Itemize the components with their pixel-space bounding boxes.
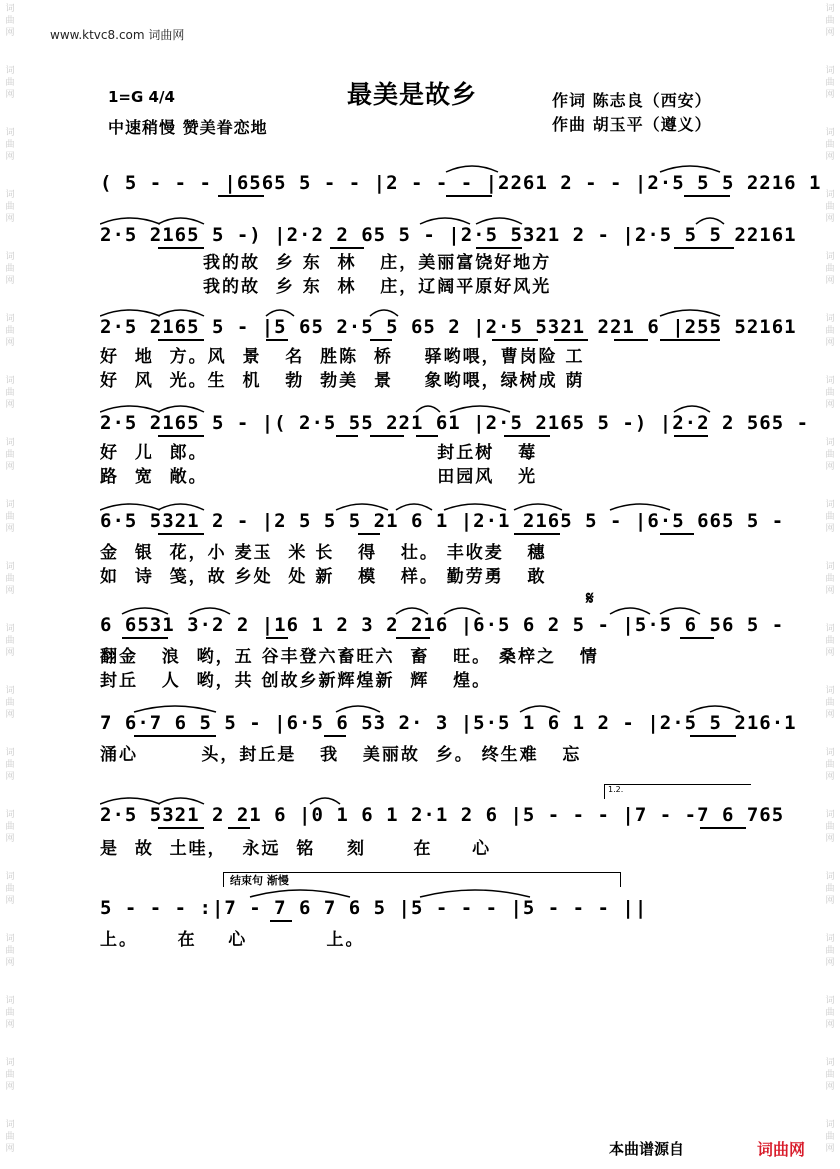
watermark-glyph: 曲	[825, 574, 835, 584]
source-note: 本曲谱源自	[609, 1140, 685, 1158]
watermark-glyph: 网	[825, 1082, 835, 1092]
left-watermark	[2, 0, 18, 1169]
slur-marks	[100, 302, 750, 322]
lyric-verse-1: 好 地 方。风 景 名 胜陈 桥 驿哟喂，曹岗险 工	[100, 347, 585, 367]
watermark-glyph: 网	[825, 648, 835, 658]
watermark-glyph: 曲	[825, 512, 835, 522]
watermark-glyph: 网	[825, 28, 835, 38]
slur-marks	[100, 600, 750, 620]
watermark-glyph: 网	[825, 586, 835, 596]
watermark-glyph: 网	[825, 710, 835, 720]
watermark-glyph: 词	[825, 934, 835, 944]
lyric-verse-1: 翻金 浪 哟，五 谷丰登六畜旺六 畜 旺。 桑梓之 情	[100, 647, 599, 667]
notation-line: ( 5 - - - |6565 5 - - |2 - - - |2261 2 - - |2·5 5 5 2216 1	[100, 172, 822, 194]
watermark-glyph: 曲	[5, 388, 15, 398]
watermark-glyph: 曲	[5, 1070, 15, 1080]
watermark-glyph: 词	[825, 872, 835, 882]
watermark-glyph: 曲	[5, 326, 15, 336]
watermark-glyph: 曲	[5, 1132, 15, 1142]
watermark-glyph: 网	[825, 214, 835, 224]
watermark-glyph: 曲	[5, 698, 15, 708]
watermark-glyph: 曲	[5, 202, 15, 212]
lyric-verse-1: 金 银 花，小 麦玉 米 长 得 壮。 丰收麦 穗	[100, 543, 547, 563]
watermark-glyph: 曲	[5, 512, 15, 522]
watermark-glyph: 网	[5, 524, 15, 534]
watermark-glyph: 曲	[825, 946, 835, 956]
site-logo[interactable]: 词曲网	[757, 1140, 806, 1159]
watermark-glyph: 词	[5, 66, 15, 76]
watermark-glyph: 词	[5, 500, 15, 510]
watermark-glyph: 网	[5, 276, 15, 286]
notation-line: 2·5 5321 2 21 6 |0 1 6 1 2·1 2 6 |5 - - - |7 - -7 6 765	[100, 804, 785, 826]
watermark-glyph: 曲	[825, 698, 835, 708]
watermark-glyph: 网	[825, 896, 835, 906]
watermark-glyph: 曲	[5, 450, 15, 460]
watermark-glyph: 网	[5, 338, 15, 348]
watermark-glyph: 网	[5, 958, 15, 968]
watermark-glyph: 曲	[825, 326, 835, 336]
notation-line: 6 6531 3·2 2 |16 1 2 3 2 216 |6·5 6 2 5 - |5·5 6 56 5 -	[100, 614, 785, 636]
notation-line: 2·5 2165 5 - |( 2·5 55 221 61 |2·5 2165 5 -) |2·2 2 565 -	[100, 412, 810, 434]
lyric-verse-2: 路 宽 敞。 田园风 光	[100, 467, 538, 487]
watermark-glyph: 网	[825, 772, 835, 782]
watermark-glyph: 网	[5, 152, 15, 162]
watermark-glyph: 词	[825, 810, 835, 820]
watermark-glyph: 词	[825, 376, 835, 386]
slur-marks	[100, 158, 750, 178]
lyric-verse-2: 我的故 乡 东 林 庄，辽阔平原好风光	[100, 277, 552, 297]
watermark-glyph: 词	[825, 748, 835, 758]
watermark-glyph: 词	[825, 190, 835, 200]
watermark-glyph: 网	[5, 400, 15, 410]
lyric-verse-1: 是 故 土哇， 永远 铭 刻 在 心	[100, 839, 492, 859]
watermark-glyph: 曲	[825, 450, 835, 460]
watermark-glyph: 曲	[825, 16, 835, 26]
watermark-glyph: 词	[825, 996, 835, 1006]
notation-line: 6·5 5321 2 - |2 5 5 5 21 6 1 |2·1 2165 5 - |6·5 665 5 -	[100, 510, 785, 532]
lyric-verse-1: 上。 在 心 上。	[100, 930, 365, 950]
watermark-glyph: 词	[5, 4, 15, 14]
watermark-glyph: 词	[5, 562, 15, 572]
watermark-glyph: 网	[825, 276, 835, 286]
watermark-glyph: 网	[825, 1144, 835, 1154]
watermark-glyph: 曲	[825, 760, 835, 770]
watermark-glyph: 曲	[825, 202, 835, 212]
watermark-glyph: 网	[825, 524, 835, 534]
watermark-glyph: 曲	[825, 636, 835, 646]
watermark-glyph: 词	[5, 438, 15, 448]
lyricist-credit: 作词 陈志良（西安）	[552, 91, 712, 110]
watermark-glyph: 曲	[825, 140, 835, 150]
song-title: 最美是故乡	[347, 80, 478, 109]
watermark-glyph: 曲	[5, 636, 15, 646]
watermark-glyph: 词	[5, 996, 15, 1006]
watermark-glyph: 网	[825, 400, 835, 410]
watermark-glyph: 曲	[5, 946, 15, 956]
watermark-glyph: 网	[825, 152, 835, 162]
watermark-glyph: 词	[5, 748, 15, 758]
lyric-verse-1: 涌心 头，封丘是 我 美丽故 乡。 终生难 忘	[100, 745, 582, 765]
watermark-glyph: 网	[5, 834, 15, 844]
watermark-glyph: 曲	[5, 884, 15, 894]
watermark-glyph: 网	[5, 28, 15, 38]
watermark-glyph: 网	[825, 958, 835, 968]
watermark-glyph: 词	[5, 686, 15, 696]
watermark-glyph: 网	[825, 338, 835, 348]
composer-credit: 作曲 胡玉平（遵义）	[552, 115, 712, 134]
slur-marks	[100, 398, 750, 418]
watermark-glyph: 曲	[825, 1132, 835, 1142]
site-url[interactable]: www.ktvc8.com 词曲网	[50, 28, 185, 42]
watermark-glyph: 网	[5, 772, 15, 782]
watermark-glyph: 词	[825, 1120, 835, 1130]
ending-label: 结束句 渐慢	[230, 874, 289, 887]
watermark-glyph: 词	[5, 872, 15, 882]
watermark-glyph: 网	[5, 1144, 15, 1154]
volta-label: 1.2.	[608, 785, 624, 794]
notation-line: 7 6·7 6 5 5 - |6·5 6 53 2· 3 |5·5 1 6 1 2 - |2·5 5 216·1	[100, 712, 797, 734]
lyric-verse-2: 封丘 人 哟，共 创故乡新辉煌新 辉 煌。	[100, 671, 492, 691]
watermark-glyph: 网	[825, 1020, 835, 1030]
watermark-glyph: 词	[5, 1058, 15, 1068]
watermark-glyph: 词	[5, 252, 15, 262]
watermark-glyph: 词	[825, 66, 835, 76]
watermark-glyph: 词	[825, 4, 835, 14]
watermark-glyph: 曲	[825, 78, 835, 88]
watermark-glyph: 网	[5, 1082, 15, 1092]
watermark-glyph: 词	[5, 190, 15, 200]
watermark-glyph: 词	[825, 686, 835, 696]
watermark-glyph: 曲	[5, 1008, 15, 1018]
watermark-glyph: 词	[5, 624, 15, 634]
lyric-verse-1: 我的故 乡 东 林 庄，美丽富饶好地方	[100, 253, 552, 273]
watermark-glyph: 词	[825, 624, 835, 634]
watermark-glyph: 词	[825, 1058, 835, 1068]
watermark-glyph: 网	[5, 586, 15, 596]
segno-sign: 𝄋	[586, 588, 594, 609]
watermark-glyph: 词	[5, 810, 15, 820]
watermark-glyph: 曲	[825, 822, 835, 832]
notation-line: 2·5 2165 5 -) |2·2 2 65 5 - |2·5 5321 2 - |2·5 5 5 22161	[100, 224, 797, 246]
watermark-glyph: 词	[825, 562, 835, 572]
watermark-glyph: 网	[5, 896, 15, 906]
watermark-glyph: 词	[825, 252, 835, 262]
watermark-glyph: 曲	[5, 822, 15, 832]
watermark-glyph: 词	[5, 376, 15, 386]
watermark-glyph: 词	[5, 128, 15, 138]
notation-line: 2·5 2165 5 - |5 65 2·5 5 65 2 |2·5 5321 221 6 |255 52161	[100, 316, 797, 338]
lyric-verse-2: 如 诗 笺，故 乡处 处 新 模 样。 勤劳勇 敢	[100, 567, 547, 587]
watermark-glyph: 曲	[825, 264, 835, 274]
watermark-glyph: 词	[825, 438, 835, 448]
watermark-glyph: 曲	[5, 264, 15, 274]
watermark-glyph: 曲	[5, 760, 15, 770]
watermark-glyph: 曲	[5, 574, 15, 584]
notation-line: 5 - - - :|7 - 7 6 7 6 5 |5 - - - |5 - - - ||	[100, 897, 648, 919]
lyric-verse-2: 好 风 光。生 机 勃 勃美 景 象哟喂，绿树成 荫	[100, 371, 585, 391]
watermark-glyph: 曲	[825, 1008, 835, 1018]
slur-marks	[100, 698, 750, 718]
slur-marks	[100, 210, 750, 230]
right-watermark	[822, 0, 838, 1169]
watermark-glyph: 词	[5, 1120, 15, 1130]
watermark-glyph: 网	[5, 462, 15, 472]
slur-marks	[100, 790, 750, 810]
watermark-glyph: 词	[5, 314, 15, 324]
watermark-glyph: 曲	[5, 140, 15, 150]
watermark-glyph: 曲	[5, 16, 15, 26]
watermark-glyph: 词	[825, 500, 835, 510]
watermark-glyph: 网	[825, 834, 835, 844]
watermark-glyph: 曲	[825, 1070, 835, 1080]
watermark-glyph: 曲	[5, 78, 15, 88]
watermark-glyph: 词	[825, 314, 835, 324]
watermark-glyph: 网	[5, 710, 15, 720]
lyric-verse-1: 好 儿 郎。 封丘树 莓	[100, 443, 538, 463]
slur-marks	[100, 496, 750, 516]
watermark-glyph: 网	[825, 90, 835, 100]
key-signature: 1=G 4/4	[108, 88, 175, 106]
watermark-glyph: 词	[5, 934, 15, 944]
watermark-glyph: 网	[5, 214, 15, 224]
watermark-glyph: 曲	[825, 388, 835, 398]
watermark-glyph: 网	[5, 648, 15, 658]
watermark-glyph: 网	[5, 90, 15, 100]
tempo-marking: 中速稍慢 赞美眷恋地	[108, 118, 268, 137]
watermark-glyph: 词	[825, 128, 835, 138]
watermark-glyph: 网	[825, 462, 835, 472]
watermark-glyph: 曲	[825, 884, 835, 894]
watermark-glyph: 网	[5, 1020, 15, 1030]
slur-marks	[100, 883, 750, 903]
